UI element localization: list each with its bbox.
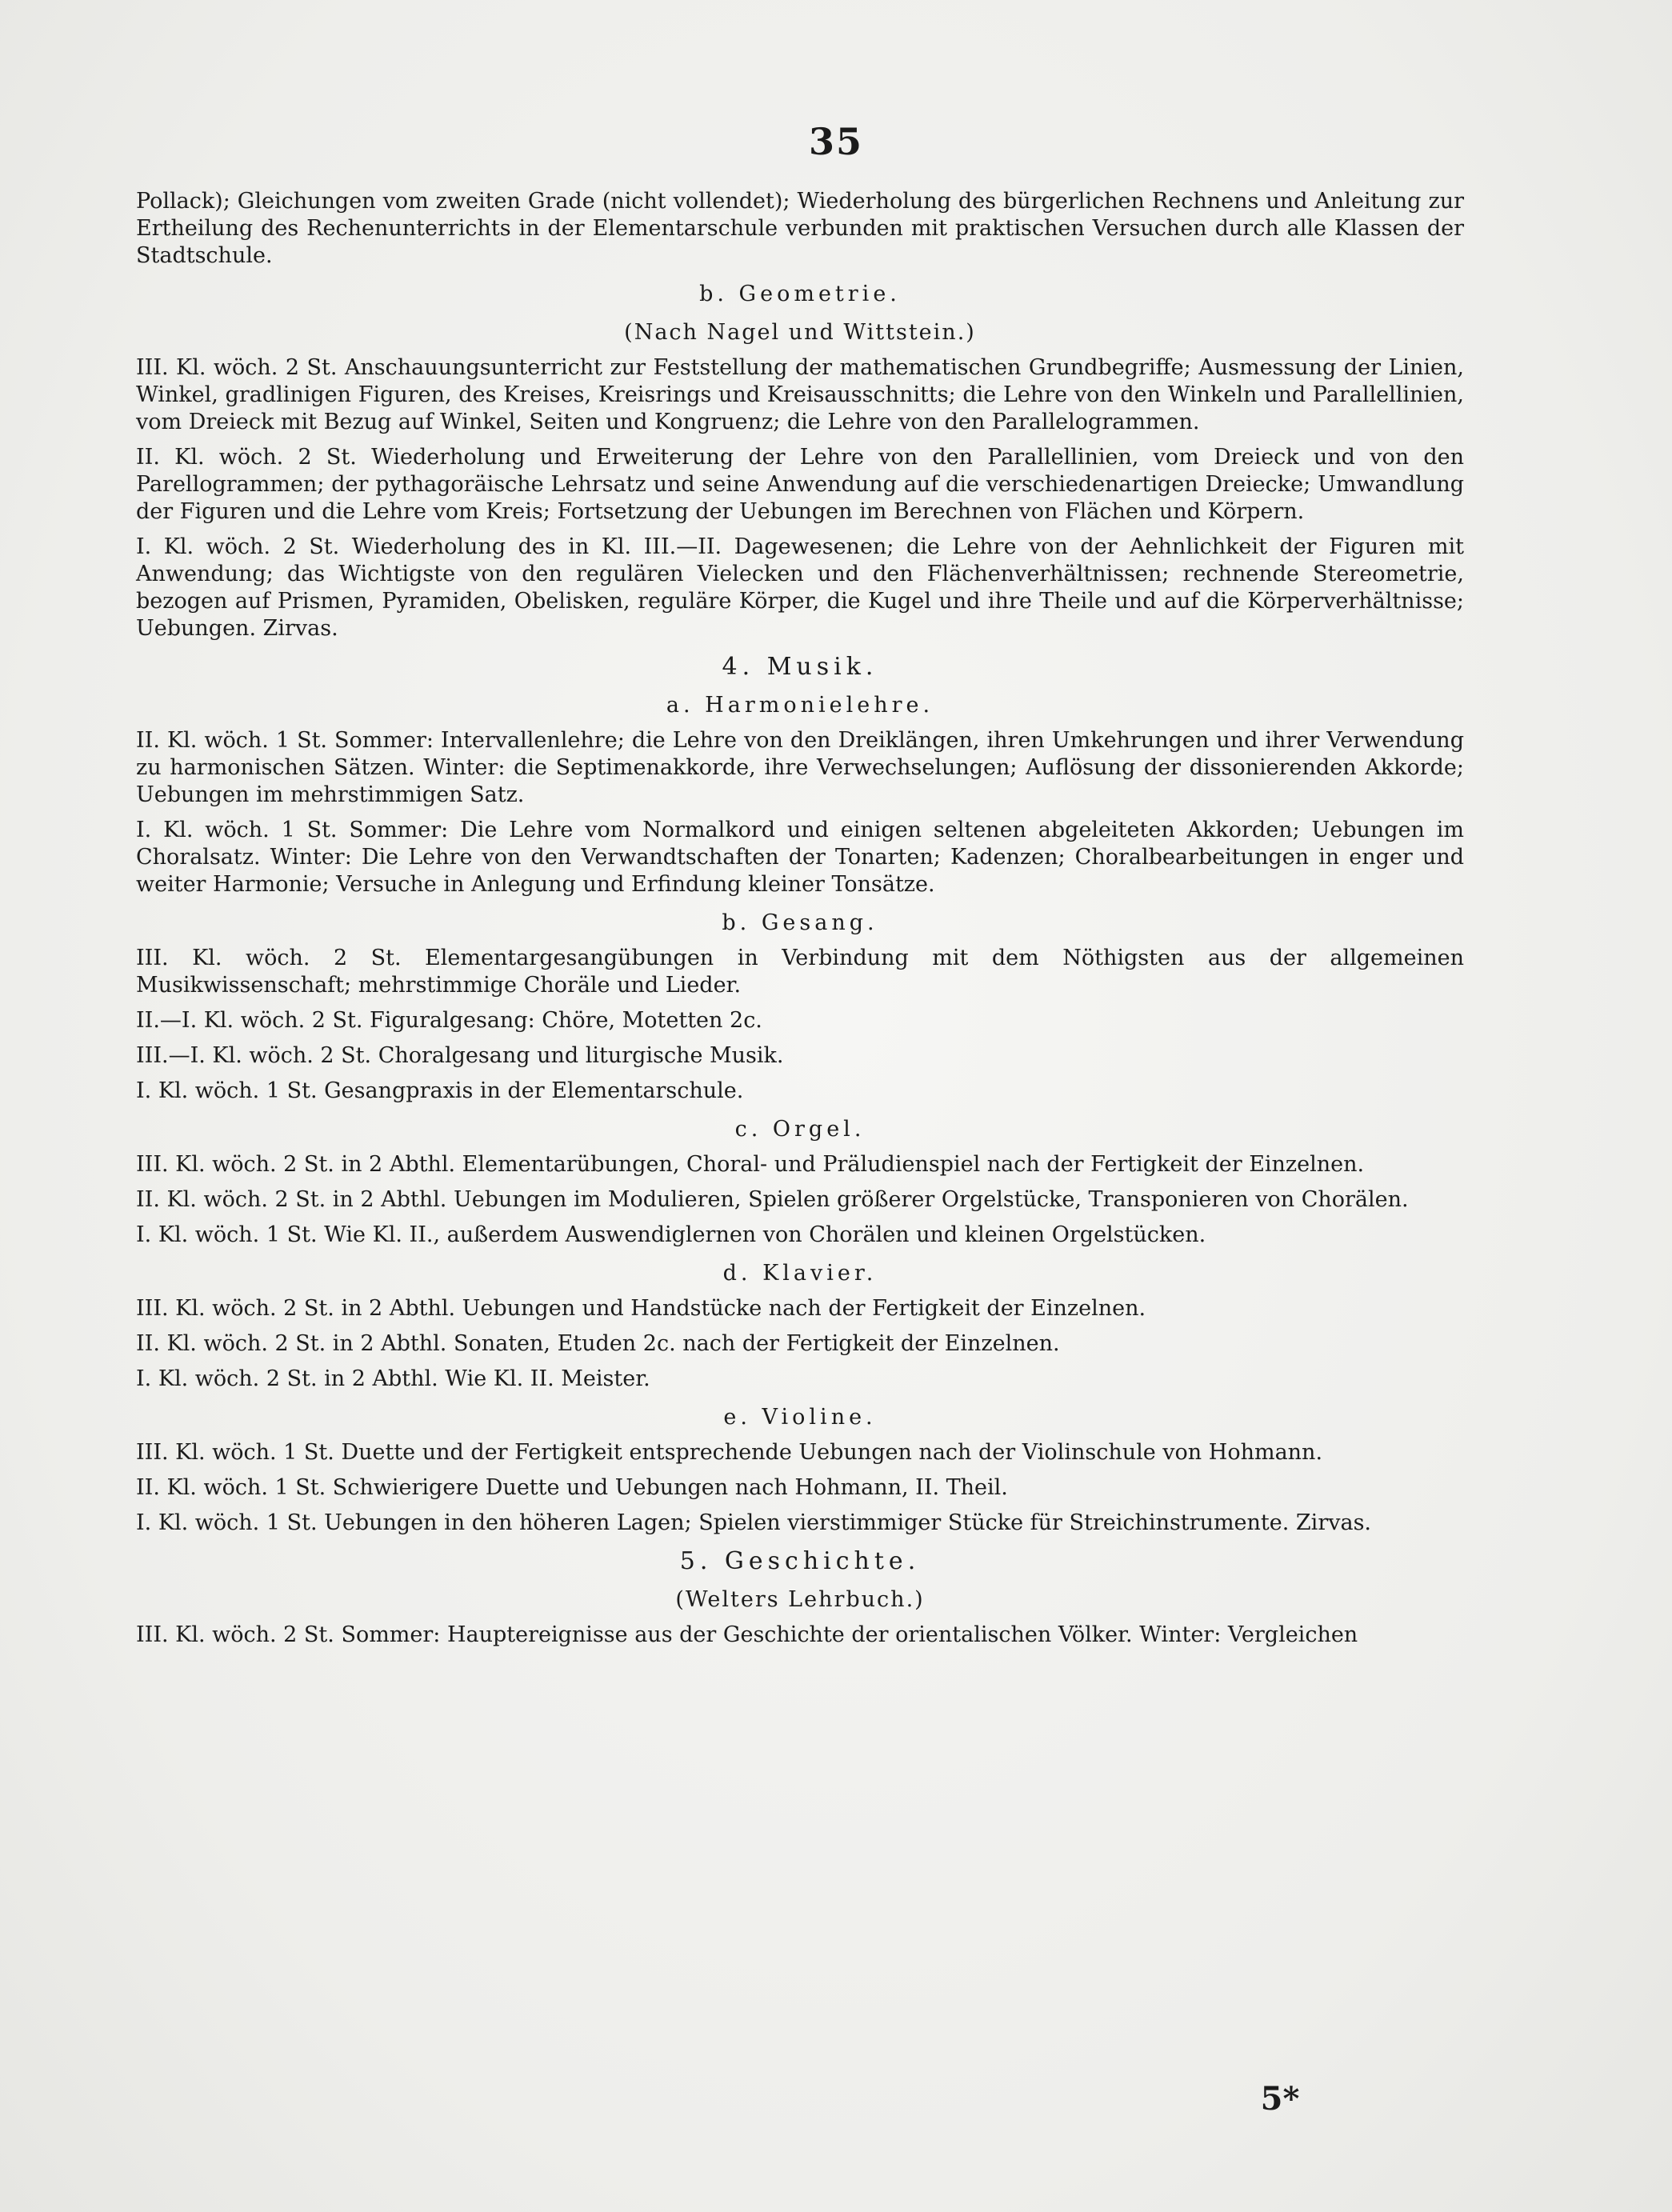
curriculum-paragraph: I. Kl. wöch. 1 St. Uebungen in den höheren Lagen; Spielen vierstimmiger Stücke für Streichinstrumente. Zirvas. — [136, 1510, 1372, 1535]
page-number: 35 — [808, 120, 863, 163]
subsection-heading: e. Violine. — [723, 1405, 877, 1430]
curriculum-paragraph: I. Kl. wöch. 1 St. Gesangpraxis in der Elementarschule. — [136, 1078, 744, 1103]
curriculum-paragraph: Pollack); Gleichungen vom zweiten Grade (nicht vollendet); Wiederholung des bürgerlichen Rechnens und Anleitung zur Ertheilung des Rechenunterrichts in der Elementarschule verbunden mit praktischen Versuchen durch alle Klassen der Stadtschule. — [136, 189, 1464, 268]
curriculum-paragraph: III. Kl. wöch. 2 St. in 2 Abthl. Uebungen und Handstücke nach der Fertigkeit der Einzelnen. — [136, 1296, 1146, 1321]
curriculum-paragraph: I. Kl. wöch. 1 St. Wie Kl. II., außerdem Auswendiglernen von Chorälen und kleinen Orgelstücken. — [136, 1222, 1206, 1247]
curriculum-paragraph: I. Kl. wöch. 1 St. Sommer: Die Lehre vom Normalkord und einigen seltenen abgeleiteten Akkorden; Uebungen im Choralsatz. Winter: Die Lehre von den Verwandtschaften der Tonarten; Kadenzen; Choralbearbeitungen in enger und weiter Harmonie; Versuche in Anlegung und Erfindung kleiner Tonsätze. — [136, 818, 1464, 897]
curriculum-paragraph: II. Kl. wöch. 2 St. in 2 Abthl. Uebungen im Modulieren, Spielen größerer Orgelstücke, Transponieren von Chorälen. — [136, 1187, 1409, 1212]
subsection-heading: b. Gesang. — [722, 910, 878, 935]
curriculum-paragraph: III. Kl. wöch. 2 St. in 2 Abthl. Elementarübungen, Choral- und Präludienspiel nach der Fertigkeit der Einzelnen. — [136, 1152, 1365, 1177]
curriculum-paragraph: II. Kl. wöch. 2 St. in 2 Abthl. Sonaten, Etuden 2c. nach der Fertigkeit der Einzelnen. — [136, 1331, 1060, 1356]
curriculum-paragraph: I. Kl. wöch. 2 St. Wiederholung des in Kl. III.—II. Dagewesenen; die Lehre von der Aehnlichkeit der Figuren mit Anwendung; das Wichtigste von den regulären Vielecken und den Flächenverhältnissen; rechnende Stereometrie, bezogen auf Prismen, Pyramiden, Obelisken, reguläre Körper, die Kugel und ihre Theile und auf die Körperverhältnisse; Uebungen. Zirvas. — [136, 534, 1464, 641]
section-heading: 4. Musik. — [722, 653, 878, 681]
textbook-reference: (Nach Nagel und Wittstein.) — [624, 320, 976, 345]
subsection-heading: a. Harmonielehre. — [666, 693, 934, 718]
curriculum-paragraph: II. Kl. wöch. 1 St. Schwierigere Duette und Uebungen nach Hohmann, II. Theil. — [136, 1475, 1008, 1500]
curriculum-paragraph: III. Kl. wöch. 1 St. Duette und der Fertigkeit entsprechende Uebungen nach der Violinschule von Hohmann. — [136, 1440, 1323, 1465]
subsection-heading: c. Orgel. — [734, 1117, 866, 1142]
section-heading: 5. Geschichte. — [679, 1547, 921, 1575]
curriculum-paragraph: III. Kl. wöch. 2 St. Sommer: Hauptereignisse aus der Geschichte der orientalischen Völker. Winter: Vergleichen — [136, 1622, 1358, 1647]
subsection-heading: b. Geometrie. — [699, 282, 901, 306]
signature-mark: 5* — [1260, 2080, 1300, 2118]
curriculum-paragraph: II. Kl. wöch. 1 St. Sommer: Intervallenlehre; die Lehre von den Dreiklängen, ihren Umkehrungen und ihrer Verwendung zu harmonischen Sätzen. Winter: die Septimenakkorde, ihre Verwechselungen; Auflösung der dissonierenden Akkorde; Uebungen im mehrstimmigen Satz. — [136, 728, 1464, 807]
textbook-reference: (Welters Lehrbuch.) — [675, 1587, 925, 1612]
subsection-heading: d. Klavier. — [722, 1261, 878, 1286]
curriculum-paragraph: II. Kl. wöch. 2 St. Wiederholung und Erweiterung der Lehre von den Parallellinien, vom Dreieck und von den Parellogrammen; der pythagoräische Lehrsatz und seine Anwendung auf die verschiedenartigen Dreiecke; Umwandlung der Figuren und die Lehre vom Kreis; Fortsetzung der Uebungen im Berechnen von Flächen und Körpern. — [136, 445, 1464, 524]
curriculum-paragraph: III.—I. Kl. wöch. 2 St. Choralgesang und liturgische Musik. — [136, 1043, 784, 1068]
page-body — [136, 188, 1464, 1657]
curriculum-paragraph: I. Kl. wöch. 2 St. in 2 Abthl. Wie Kl. II. Meister. — [136, 1366, 650, 1391]
bleed-through-text — [120, 264, 126, 288]
curriculum-paragraph: III. Kl. wöch. 2 St. Anschauungsunterricht zur Feststellung der mathematischen Grundbegriffe; Ausmessung der Linien, Winkel, gradlinigen Figuren, des Kreises, Kreisrings und Kreisausschnitts; die Lehre von den Winkeln und Parallellinien, vom Dreieck mit Bezug auf Winkel, Seiten und Kongruenz; die Lehre von den Parallelogrammen. — [136, 355, 1464, 434]
curriculum-paragraph: II.—I. Kl. wöch. 2 St. Figuralgesang: Chöre, Motetten 2c. — [136, 1008, 762, 1033]
curriculum-paragraph: III. Kl. wöch. 2 St. Elementargesangübungen in Verbindung mit dem Nöthigsten aus der allgemeinen Musikwissenschaft; mehrstimmige Choräle und Lieder. — [136, 946, 1464, 998]
